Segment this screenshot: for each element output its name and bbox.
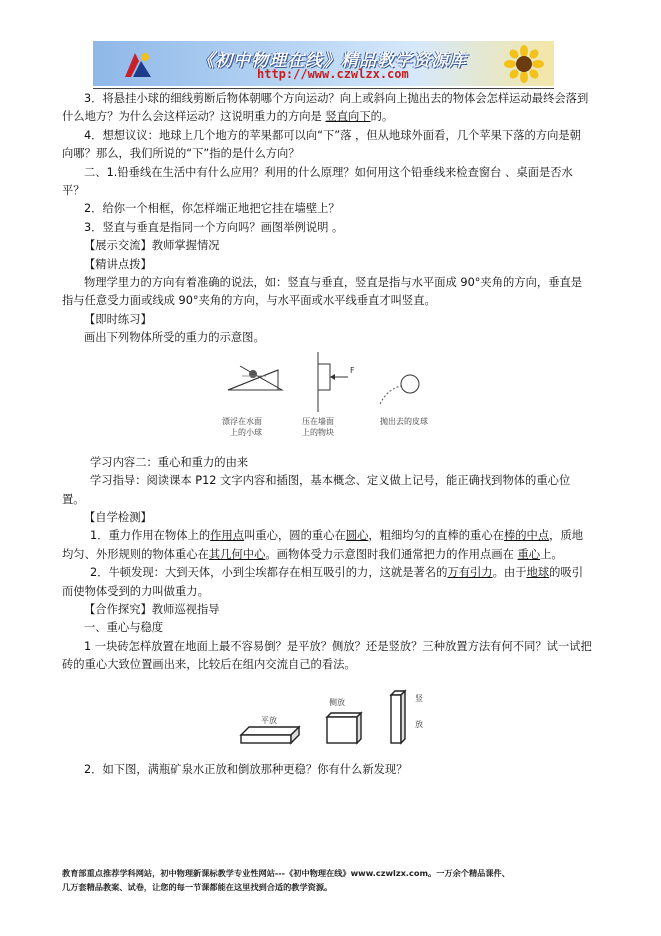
heading-cooperation: 【合作探究】教师巡视指导 [84, 602, 220, 616]
selfcheck-2: 2．牛顿发现：大到天体，小到尘埃都存在相互吸引的力，这就是著名的万有引力。由于地球的吸引而使物体受到的力叫做重力。 [62, 566, 584, 598]
label-side: 侧放 [329, 697, 345, 707]
pressed-block [318, 364, 330, 390]
caption-floating-2: 上的小球 [230, 427, 262, 437]
site-title: 《初中物理在线》精品教学资源库 [197, 51, 467, 71]
thrown-ball [401, 375, 419, 393]
lecture-text: 物理学里力的方向有着准确的说法，如：竖直与垂直，竖直是指与水平面成 90°夹角的方向，垂直是指与任意受力面或线成 90°夹角的方向，与水平面或水平线垂直才叫竖直。 [62, 276, 583, 308]
answer-vertical-down: 竖直向下 [325, 110, 371, 124]
site-url[interactable]: http://www.czwlzx.com [257, 67, 409, 81]
question-3: 3．将悬挂小球的细线剪断后物体朝哪个方向运动？向上或斜向上抛出去的物体会怎样运动最终会落到什么地方？为什么会这样运动？这说明重力的方向是 竖直向下的。 [62, 92, 589, 124]
main-content [62, 90, 592, 779]
header-rule [93, 88, 554, 89]
brick-vertical [391, 695, 401, 743]
page-footer [62, 866, 602, 894]
ball-trajectory [380, 386, 402, 404]
study-guide: 学习指导：阅读课本 P12 文字内容和插图，基本概念、定义做上记号，能正确找到物体的重心位置。 [62, 474, 571, 506]
floating-ball [249, 370, 257, 378]
content-2-title: 学习内容二：重心和重力的由来 [90, 455, 249, 469]
caption-thrown-ball: 抛出去的皮球 [380, 416, 428, 426]
footer-line-1: 教育部重点推荐学科网站，初中物理新课标教学专业性网站---《初中物理在线》www.czwlzx.com。一万余个精品课件、 [62, 868, 510, 878]
force-label: F [350, 365, 355, 375]
brick-figure [62, 677, 592, 755]
heading-lecture: 【精讲点拨】 [84, 257, 152, 271]
label-flat: 平放 [261, 715, 277, 725]
brick-flat [241, 735, 291, 743]
gravity-figure [62, 352, 592, 452]
brick-side [327, 717, 357, 743]
label-vertical-2: 放 [415, 719, 423, 729]
selfcheck-1: 1．重力作用在物体上的作用点叫重心，圆的重心在圆心，粗细均匀的直棒的重心在棒的中点，质地均匀、外形规则的物体重心在其几何中心。画物体受力示意图时我们通常把力的作用点画在 重心上。 [62, 529, 584, 561]
bottle-question: 2．如下图，满瓶矿泉水正放和倒放那种更稳？你有什么新发现？ [84, 762, 408, 776]
section-2-q1: 二、1.铅垂线在生活中有什么应用？利用的什么原理？如何用这个铅垂线来检查窗台 、桌面是否水平？ [62, 165, 573, 198]
site-logo [121, 47, 155, 81]
caption-block-2: 上的物块 [302, 427, 334, 437]
caption-floating-1: 漂浮在水面 [222, 416, 262, 426]
section-2-q2: 2．给你一个相框，你怎样端正地把它挂在墙壁上？ [84, 202, 340, 216]
label-vertical-1: 竖 [415, 693, 423, 703]
footer-line-2: 几万套精品教案、试卷，让您的每一节课都能在这里找到合适的教学资源。 [62, 882, 333, 892]
brick-diagram [237, 677, 437, 755]
caption-block-1: 压在墙面 [302, 416, 334, 426]
header-banner [93, 41, 554, 86]
section-2-q3: 3．竖直与垂直是指同一个方向吗？画图举例说明 。 [84, 220, 344, 234]
heading-selfcheck: 【自学检测】 [84, 510, 152, 524]
question-4: 4．想想议议：地球上几个地方的苹果都可以向“下”落 ，但从地球外面看，几个苹果下落的方向是朝向哪？那么，我们所说的“下”指的是什么方向？ [62, 128, 581, 161]
subheading-stability: 一、重心与稳度 [84, 621, 164, 635]
sunflower-icon [504, 45, 544, 83]
gravity-diagram [220, 352, 480, 452]
heading-show-exchange: 【展示交流】教师掌握情况 [84, 239, 220, 253]
practice-text: 画出下列物体所受的重力的示意图。 [84, 331, 265, 345]
brick-question: 1 一块砖怎样放置在地面上最不容易倒？是平放？侧放？还是竖放？三种放置方法有何不同？试一试把砖的重心大致位置画出来，比较后在组内交流自己的看法。 [62, 639, 592, 672]
heading-practice: 【即时练习】 [84, 312, 152, 326]
